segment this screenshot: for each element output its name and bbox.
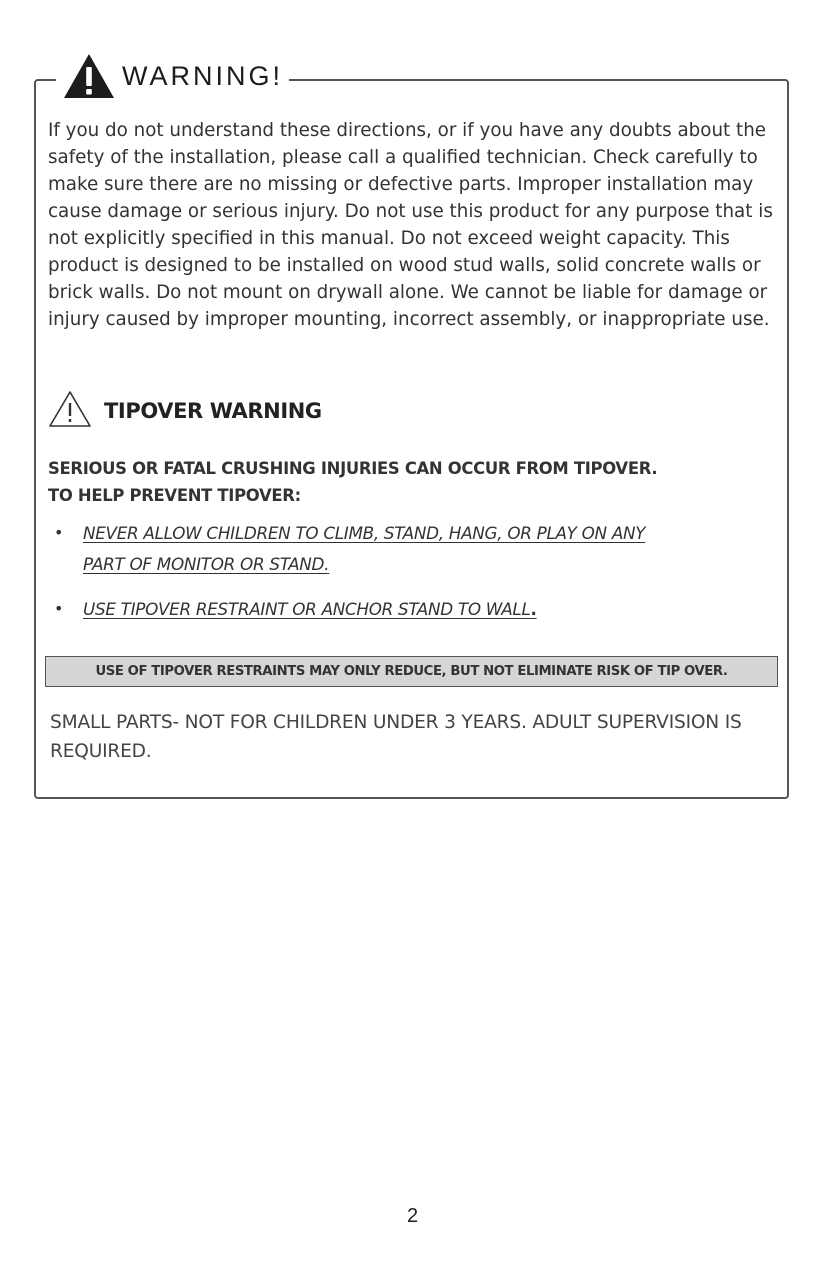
warning-triangle-icon xyxy=(62,52,116,100)
serious-line-2: TO HELP PREVENT TIPOVER: xyxy=(48,486,301,505)
serious-injury-warning xyxy=(48,455,788,509)
bullet-marker: • xyxy=(54,599,64,618)
small-parts-warning: SMALL PARTS- NOT FOR CHILDREN UNDER 3 YEARS. ADULT SUPERVISION IS REQUIRED. xyxy=(50,712,742,762)
tipover-restraint-notice: USE OF TIPOVER RESTRAINTS MAY ONLY REDUCE, BUT NOT ELIMINATE RISK OF TIP OVER. xyxy=(45,656,778,687)
warning-title: WARNING! xyxy=(122,60,283,91)
bullet-marker: • xyxy=(54,523,64,542)
warning-paragraph: If you do not understand these directions, or if you have any doubts about the safety of the installation, please call a qualified technician. Check carefully to make sure there are no missing or defective parts. Improper installation may cause damage or serious injury. Do not use this product for any purpose that is not explicitly specified in this manual. Do not exceed weight capacity. This product is designed to be installed on wood stud walls, solid concrete walls or brick walls. Do not mount on drywall alone. We cannot be liable for damage or injury caused by improper mounting, incorrect assembly, or inappropriate use. xyxy=(48,120,773,330)
tipover-heading-text: TIPOVER WARNING xyxy=(104,399,322,423)
bullet-period: . xyxy=(530,599,537,619)
bullet-item-children xyxy=(83,518,645,580)
caution-triangle-icon xyxy=(48,390,92,432)
bullet-line: NEVER ALLOW CHILDREN TO CLIMB, STAND, HANG, OR PLAY ON ANY xyxy=(83,523,646,543)
bullet-line: PART OF MONITOR OR STAND. xyxy=(83,554,330,574)
serious-line-1: SERIOUS OR FATAL CRUSHING INJURIES CAN OCCUR FROM TIPOVER. xyxy=(48,459,658,478)
tipover-heading xyxy=(48,390,322,432)
bullet-line: USE TIPOVER RESTRAINT OR ANCHOR STAND TO WALL xyxy=(83,599,531,619)
bullet-item-restraint xyxy=(83,594,537,625)
page-number: 2 xyxy=(406,1205,419,1227)
warning-header xyxy=(56,50,289,102)
